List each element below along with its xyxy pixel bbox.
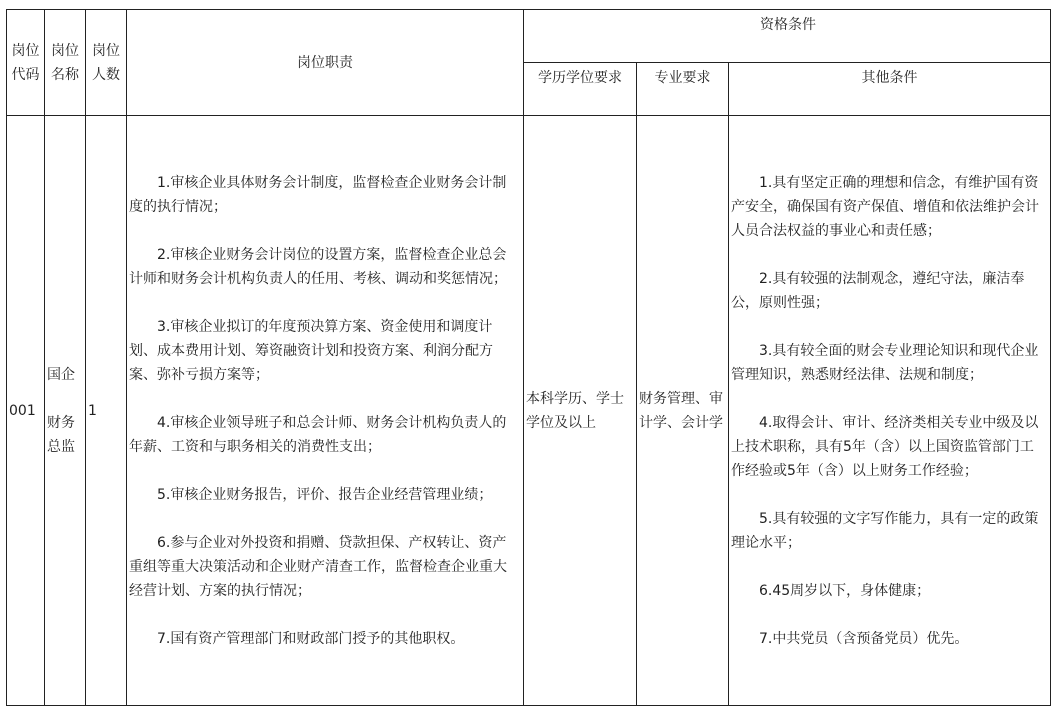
header-post-code-line1: 岗位 (11, 42, 40, 59)
header-major (637, 63, 729, 116)
header-duties: 岗位职责 (127, 10, 524, 116)
header-education-label: 学历学位要求 (538, 70, 622, 86)
header-education (524, 63, 637, 116)
post-name-spacer (47, 387, 85, 411)
header-qualifications: 资格条件 (524, 10, 1051, 63)
cell-education: 本科学历、学士学位及以上 (524, 116, 637, 706)
header-post-code (7, 10, 45, 116)
condition-item: 3.具有较全面的财会专业理论知识和现代企业管理知识，熟悉财经法律、法规和制度； (731, 342, 1039, 383)
post-name-line1: 国企 (47, 366, 75, 383)
header-post-name (45, 10, 86, 116)
post-name-line3: 总监 (47, 438, 75, 455)
header-other-label: 其他条件 (861, 70, 918, 86)
header-major-label: 专业要求 (654, 70, 711, 86)
condition-item: 4.取得会计、审计、经济类相关专业中级及以上技术职称，具有5年（含）以上国资监管部门工作经验或5年（含）以上财务工作经验； (731, 414, 1039, 479)
duty-item: 2.审核企业财务会计岗位的设置方案，监督检查企业总会计师和财务会计机构负责人的任用、考核、调动和奖惩情况； (129, 246, 507, 287)
duty-item: 6.参与企业对外投资和捐赠、贷款担保、产权转让、资产重组等重大决策活动和企业财产清查工作，监督检查企业重大经营计划、方案的执行情况； (129, 534, 507, 599)
condition-item: 1.具有坚定正确的理想和信念，有维护国有资产安全，确保国有资产保值、增值和依法维护会计人员合法权益的事业心和责任感； (731, 174, 1039, 239)
header-other (729, 63, 1051, 116)
duty-item: 3.审核企业拟订的年度预决算方案、资金使用和调度计划、成本费用计划、筹资融资计划和投资方案、利润分配方案、弥补亏损方案等； (129, 318, 493, 383)
condition-item: 6.45周岁以下，身体健康； (759, 582, 931, 599)
duty-item: 4.审核企业领导班子和总会计师、财务会计机构负责人的年薪、工资和与职务相关的消费性支出； (129, 414, 507, 455)
condition-item: 2.具有较强的法制观念，遵纪守法，廉洁奉公，原则性强； (731, 270, 1025, 311)
condition-item: 5.具有较强的文字写作能力，具有一定的政策理论水平； (731, 510, 1039, 551)
cell-major: 财务管理、审计学、会计学 (637, 116, 729, 706)
header-post-count-line1: 岗位 (92, 42, 120, 59)
header-post-code-line2: 代码 (11, 66, 40, 83)
job-table (6, 9, 1051, 706)
cell-post-name (45, 116, 86, 706)
header-post-count (86, 10, 127, 116)
cell-post-code: 001 (7, 116, 45, 706)
post-name-line2: 财务 (47, 414, 75, 431)
duty-item: 1.审核企业具体财务会计制度，监督检查企业财务会计制度的执行情况； (129, 174, 507, 215)
condition-item: 7.中共党员（含预备党员）优先。 (759, 630, 969, 647)
header-post-name-line1: 岗位 (51, 42, 79, 59)
duty-item: 5.审核企业财务报告，评价、报告企业经营管理业绩； (157, 486, 493, 503)
header-post-count-line2: 人数 (92, 66, 120, 83)
cell-duties (127, 116, 524, 706)
cell-post-count: 1 (86, 116, 127, 706)
header-post-name-line2: 名称 (51, 66, 79, 83)
cell-other-conditions (729, 116, 1051, 706)
duty-item: 7.国有资产管理部门和财政部门授予的其他职权。 (157, 630, 465, 647)
